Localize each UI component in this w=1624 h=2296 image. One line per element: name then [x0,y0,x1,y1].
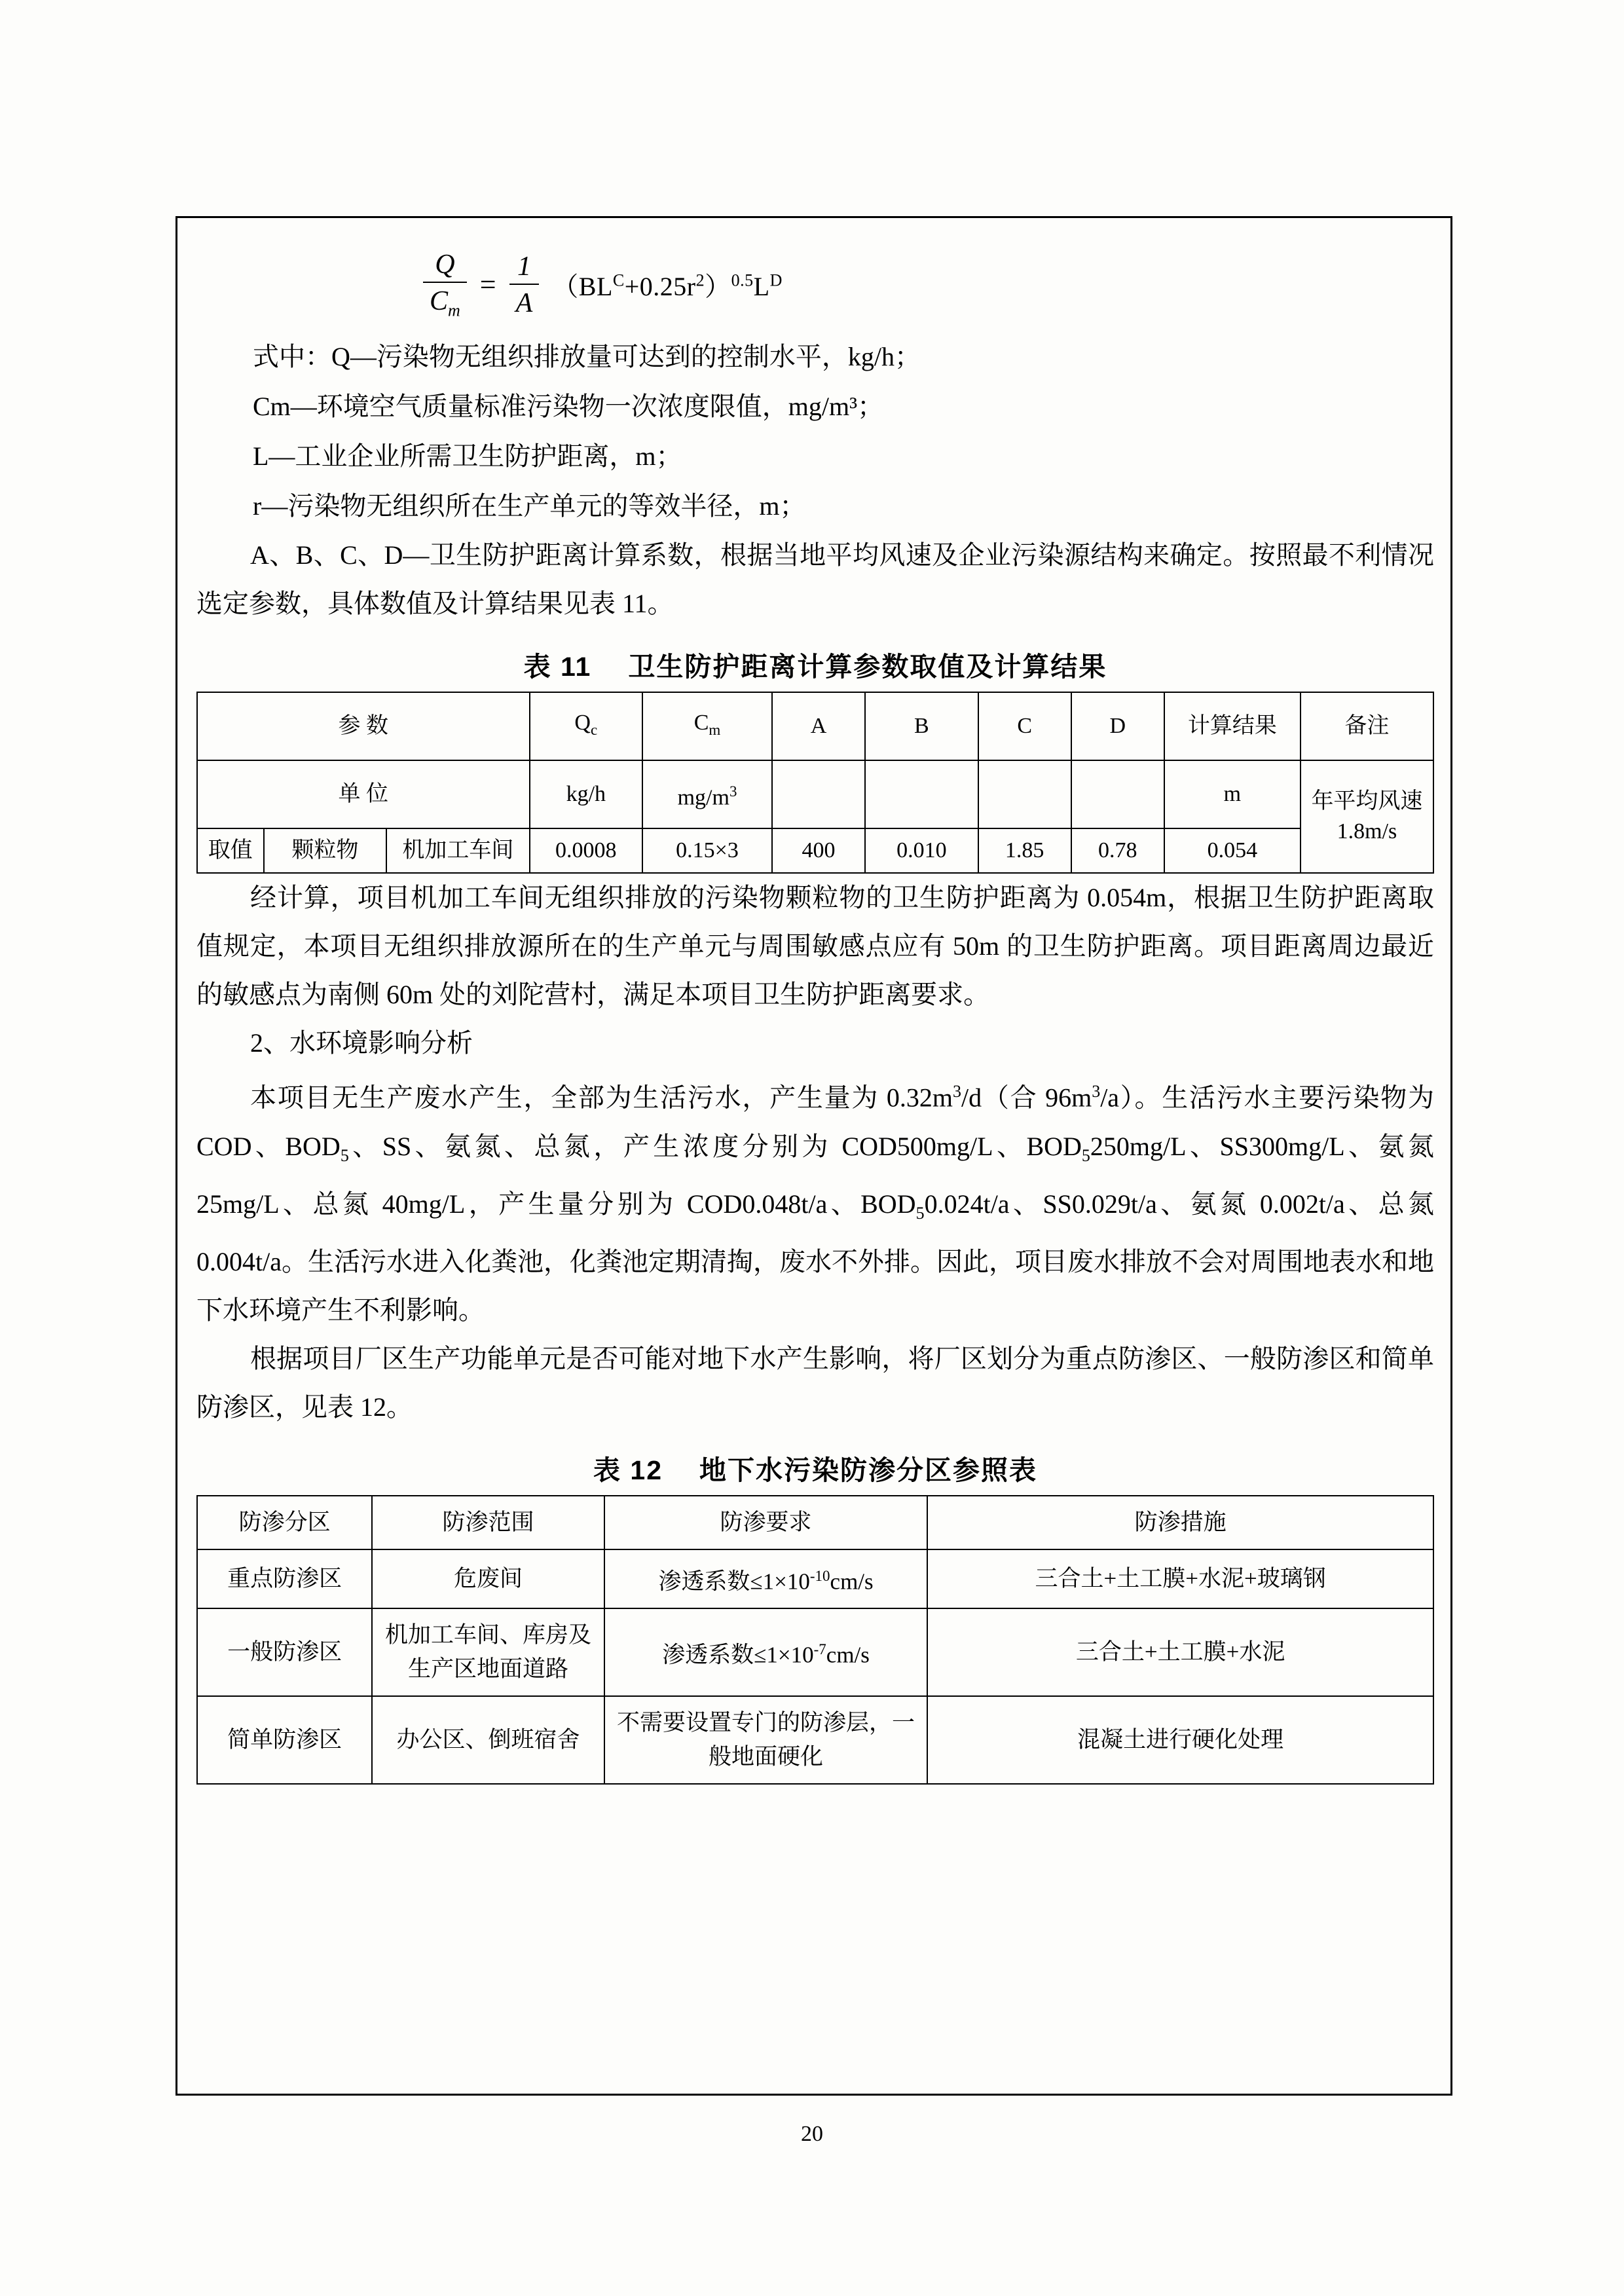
ww-p3: /a）。生活污水主要污染物为 COD、BOD [196,1083,1434,1161]
table12-requirement-1 [604,1549,928,1609]
definition-line-q: 式中：Q—污染物无组织排放量可达到的控制水平，kg/h； [253,342,921,372]
formula-right-numerator: 1 [517,251,531,282]
table11-header-a: A [772,692,865,760]
table11-value-a: 400 [772,828,865,873]
formula-sup-2: 2 [695,270,705,290]
table-row [197,1549,1433,1609]
table12-req1-sup: -10 [809,1567,830,1584]
table12-header-requirement: 防渗要求 [604,1496,928,1549]
heading-water-analysis: 2、水环境影响分析 [250,1028,473,1058]
table11-value-cm: 0.15×3 [642,828,772,873]
table11-unit-cm: $mg/m^3$ [642,760,772,828]
table12-req2-suffix: cm/s [826,1642,870,1668]
table12-req1-prefix: 渗透系数≤1×10 [658,1568,810,1595]
table11-value-b: 0.010 [865,828,978,873]
ww-p6: 0.024t/a、SS0.029t/a、氨氮 0.002t/a、总氮 0.004t/a。生活污水进入化粪池，化粪池定期清掏，废水不外排。因此，项目废水排放不会对周围地表水和地下水环境产生不利影响。 [196,1189,1434,1325]
table12-caption [196,1449,1434,1487]
table11-unit-label: 单 位 [197,760,530,828]
table-sanitary-protection-params [196,692,1434,874]
table-groundwater-seepage-zones [196,1495,1434,1785]
table11-value-result: 0.054 [1164,828,1301,873]
formula-tail-close: ） [705,272,731,302]
definition-line-l: L—工业企业所需卫生防护距离，m； [253,441,682,472]
paragraph-after-table11: 经计算，项目机加工车间无组织排放的污染物颗粒物的卫生防护距离为 0.054m，根据卫生防护距离取值规定，本项目无组织排放源所在的生产单元与周围敏感点应有 50m 的卫生防护距离。项目距离周边最近的敏感点为南侧 60m 处的刘陀营村，满足本项目卫生防护距离要求。 [196,883,1434,1010]
formula-numerator: Q [435,250,455,280]
table-row [197,1496,1433,1549]
table12-req2-prefix: 渗透系数≤1×10 [662,1642,814,1668]
table11-substance: 颗粒物 [264,828,387,873]
table11-header-cm: $C_m$ [642,692,772,760]
table12-measure-2: 三合土+土工膜+水泥 [927,1608,1433,1696]
ww-p5: 250mg/L、SS300mg/L、氨氮 25mg/L、总氮 40mg/L，产生量分别为 COD0.048t/a、BOD [196,1131,1434,1219]
table12-req2-sup: -7 [813,1641,826,1658]
table11-caption [196,645,1434,684]
table12-requirement-2 [604,1608,928,1696]
table11-header-param: 参 数 [197,692,530,760]
table11-unit-a [772,760,865,828]
table11-value-d: 0.78 [1071,828,1164,873]
table-row [197,1608,1433,1696]
table11-caption-title: 卫生防护距离计算参数取值及计算结果 [628,652,1107,682]
definition-line-cm: Cm—环境空气质量标准污染物一次浓度限值，mg/m³； [253,392,884,422]
table11-unit-result: m [1164,760,1301,828]
table-row [197,1696,1433,1784]
formula-sup-d: D [769,270,783,290]
ww-p2: /d（合 96m [961,1083,1092,1113]
table12-header-zone: 防渗分区 [197,1496,372,1549]
paragraph-coefficients: A、B、C、D—卫生防护距离计算系数，根据当地平均风速及企业污染源结构来确定。按照最不利情况选定参数，具体数值及计算结果见表 11。 [196,540,1434,619]
table12-scope-3: 办公区、倒班宿舍 [372,1696,604,1784]
table11-unit-b [865,760,978,828]
table12-zone-2: 一般防渗区 [197,1608,372,1696]
table12-measure-1: 三合土+土工膜+水泥+玻璃钢 [927,1549,1433,1609]
table-row [197,828,1433,873]
paragraph-wastewater [196,1067,1434,1334]
formula-block [419,249,1434,320]
table11-header-note: 备注 [1301,692,1433,760]
page-content [196,229,1434,1785]
table12-caption-label: 表 12 [593,1454,663,1485]
page-number: 20 [801,2122,823,2146]
formula-fraction-right [509,251,540,319]
ww-p1: 本项目无生产废水产生，全部为生活污水，产生量为 0.32m [250,1083,953,1113]
ww-p4: 、SS、氨氮、总氮，产生浓度分别为 COD500mg/L、BOD [348,1131,1082,1161]
table11-source: 机加工车间 [386,828,529,873]
table12-header-measure: 防渗措施 [927,1496,1433,1549]
table12-zone-1: 重点防渗区 [197,1549,372,1609]
formula-equals: = [479,268,496,301]
table11-header-b: B [865,692,978,760]
table11-header-qc: $Q_c$ [530,692,643,760]
definition-line-r: r—污染物无组织所在生产单元的等效半径，m； [253,491,806,521]
formula-right-denominator: A [509,284,540,319]
table11-value-c: 1.85 [978,828,1071,873]
table11-header-c: C [978,692,1071,760]
table11-unit-c [978,760,1071,828]
table11-caption-label: 表 11 [523,652,592,682]
formula-sup-c: C [612,270,625,290]
table-row [197,692,1433,760]
formula-denominator: $C_m$ [423,282,467,320]
table12-req1-suffix: cm/s [830,1568,874,1595]
table12-caption-title: 地下水污染防渗分区参照表 [699,1454,1037,1485]
ww-sup2: 3 [1092,1082,1101,1102]
table12-header-scope: 防渗范围 [372,1496,604,1549]
ww-sub3: 5 [915,1203,925,1223]
formula-tail-mid: +0.25r [624,272,696,302]
table12-requirement-3: 不需要设置专门的防渗层，一般地面硬化 [604,1696,928,1784]
formula-tail-open: （BL [552,272,613,302]
table-row [197,760,1433,828]
table11-unit-qc: kg/h [530,760,643,828]
table12-zone-3: 简单防渗区 [197,1696,372,1784]
table11-value-qc: 0.0008 [530,828,643,873]
formula-fraction-left [423,249,467,320]
formula-tail [552,266,783,303]
table12-scope-2: 机加工车间、库房及生产区地面道路 [372,1608,604,1696]
ww-sub1: 5 [340,1145,349,1165]
table12-scope-1: 危废间 [372,1549,604,1609]
ww-sup1: 3 [952,1082,961,1102]
table11-note-value: 年平均风速 1.8m/s [1301,760,1433,873]
ww-sub2: 5 [1081,1145,1090,1165]
table11-header-d: D [1071,692,1164,760]
table11-header-result: 计算结果 [1164,692,1301,760]
table12-measure-3: 混凝土进行硬化处理 [927,1696,1433,1784]
formula-tail-l: L [753,272,770,302]
table11-unit-d [1071,760,1164,828]
paragraph-seepage-zoning: 根据项目厂区生产功能单元是否可能对地下水产生影响，将厂区划分为重点防渗区、一般防渗区和简单防渗区，见表 12。 [196,1343,1434,1422]
formula-sup-05: 0.5 [731,270,754,290]
table11-value-label: 取值 [197,828,264,873]
